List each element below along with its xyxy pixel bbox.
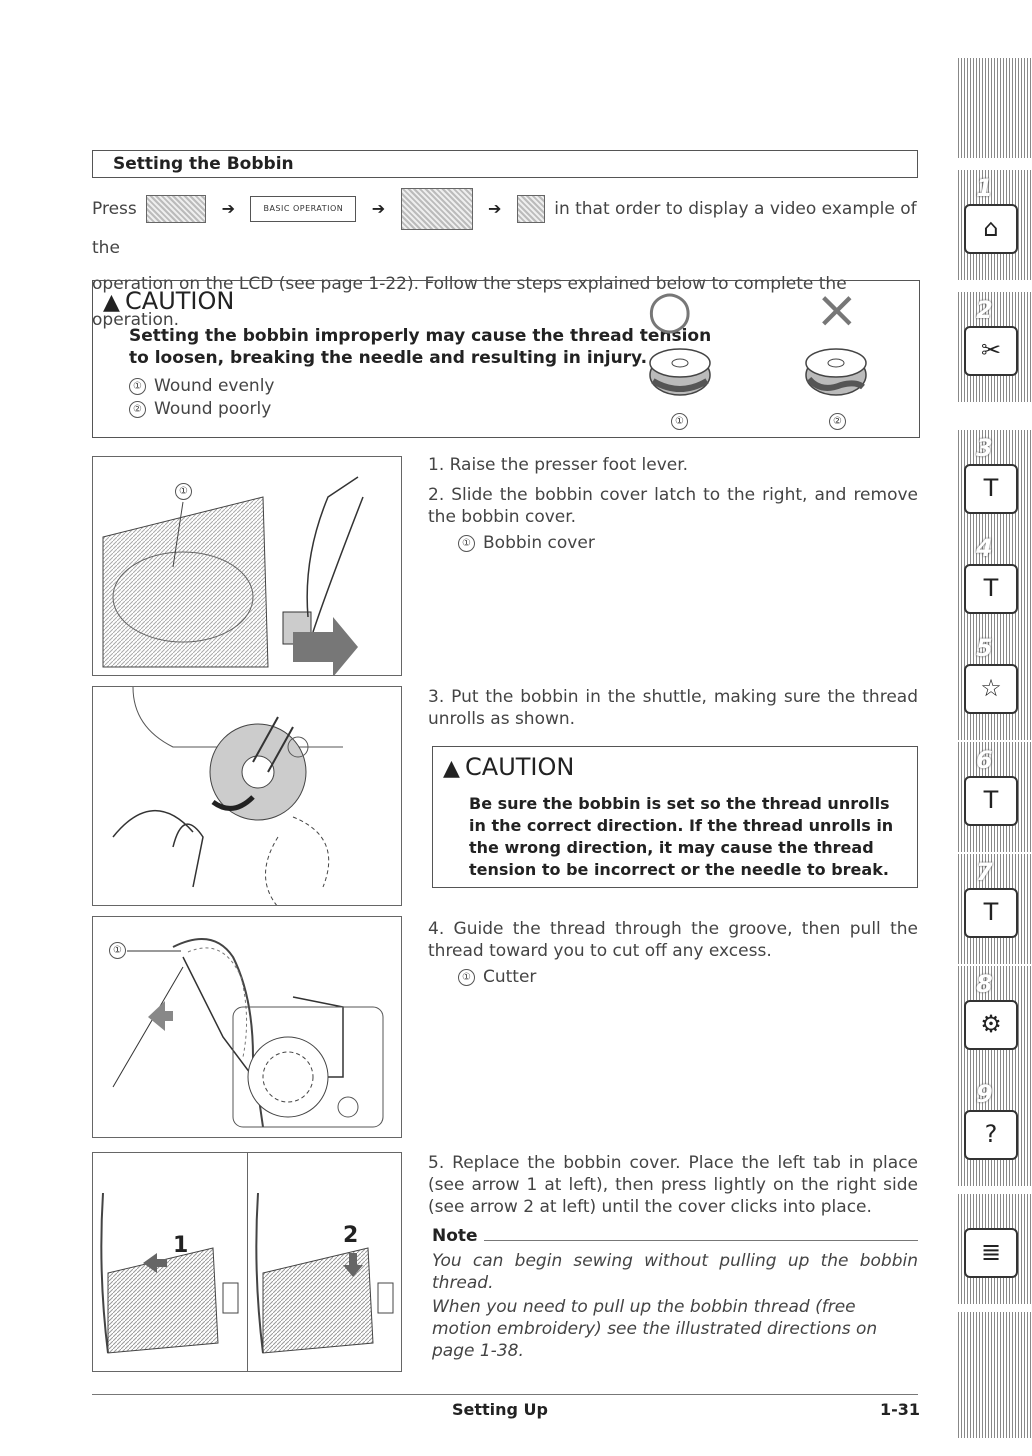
play-key-icon <box>517 195 545 223</box>
note-line-1: You can begin sewing without pulling up the bobbin thread. <box>432 1251 918 1293</box>
note-rule <box>484 1240 918 1241</box>
warning-triangle-icon: ▲ <box>443 756 460 781</box>
marker-1: ① <box>671 413 688 430</box>
side-tab-8[interactable]: 8 ⚙ <box>958 966 1032 1076</box>
thread-spool-icon: ✂ <box>964 326 1018 376</box>
caution-heading <box>103 287 234 315</box>
step-2: 2. Slide the bobbin cover latch to the right, and remove the bobbin cover. <box>428 485 918 527</box>
arrow-1-label: 1 <box>173 1233 189 1258</box>
caution-warning-2: Be sure the bobbin is set so the thread unrolls in the correct direction. If the thread unrolls in the wrong direction, it may cause the thread tension to be incorrect or the needle to break. <box>469 794 894 879</box>
shirt-embroidery-icon: T <box>964 564 1018 614</box>
figure-remove-bobbin-cover <box>92 456 402 676</box>
arrow-icon: ➔ <box>221 199 235 218</box>
thread-groove-illustration <box>93 917 402 1138</box>
note-line-2: When you need to pull up the bobbin thread (free motion embroidery) see the illustrated directions on page 1-38. <box>432 1297 878 1361</box>
figure-guide-thread <box>92 916 402 1138</box>
ok-circle-icon: ○ <box>647 280 693 340</box>
caution-box <box>92 280 920 438</box>
marker-1: ① <box>129 378 146 395</box>
note-heading: Note <box>432 1226 478 1246</box>
help-key-icon <box>146 195 206 223</box>
note-header <box>432 1226 918 1250</box>
caution-item-2: ② Wound poorly <box>129 398 271 420</box>
step-3: 3. Put the bobbin in the shuttle, making sure the thread unrolls as shown. <box>428 687 918 729</box>
marker-2: ② <box>829 413 846 430</box>
arrow-icon: ➔ <box>371 199 386 218</box>
marker-1: ① <box>458 535 475 552</box>
step-4: 4. Guide the thread through the groove, then pull the thread toward you to cut off any excess. <box>428 919 918 961</box>
shirt-monogram-icon: T <box>964 776 1018 826</box>
caution-box-2 <box>432 746 918 888</box>
side-tab-6[interactable]: 6 T <box>958 742 1032 852</box>
step-2-label: ① Bobbin cover <box>458 532 595 554</box>
marker-1: ① <box>109 942 126 959</box>
marker-1: ① <box>458 969 475 986</box>
intro-line2: operation on the LCD (see page 1-22). Follow the steps explained below to complete the operation. <box>92 274 847 330</box>
side-tab-7[interactable]: 7 T <box>958 854 1032 964</box>
intro-press: Press <box>92 199 137 219</box>
sewing-machine-icon: ⌂ <box>964 204 1018 254</box>
machine-care-icon: ⚙ <box>964 1000 1018 1050</box>
side-tab-contents <box>958 58 1032 158</box>
caution-warning: Setting the bobbin improperly may cause the thread tension to loosen, breaking the needle and resulting in injury. <box>129 326 712 368</box>
shuttle-bobbin-illustration <box>93 687 402 906</box>
pages-icon: ≣ <box>964 1228 1018 1278</box>
side-tab-2[interactable]: 2 ✂ <box>958 292 1032 402</box>
warning-triangle-icon: ▲ <box>103 290 120 315</box>
marker-1: ① <box>175 483 192 500</box>
side-tab-3[interactable]: 3 T <box>958 430 1032 540</box>
section-title: Setting the Bobbin <box>92 150 918 178</box>
shirt-icon: T <box>964 464 1018 514</box>
page-number: 1-31 <box>879 1400 920 1419</box>
shirt-edit-icon: T <box>964 888 1018 938</box>
step-1: 1. Raise the presser foot lever. <box>428 455 689 475</box>
step-4-label: ① Cutter <box>458 966 536 988</box>
caution-heading-2 <box>443 753 574 781</box>
step-5: 5. Replace the bobbin cover. Place the left tab in place (see arrow 1 at left), then press lightly on the right side (see arrow 2 at left) until the cover clicks into place. <box>428 1153 918 1217</box>
arrow-icon: ➔ <box>488 199 502 218</box>
bobbin-wound-evenly-icon <box>645 341 715 401</box>
caution-item-1: ① Wound evenly <box>129 375 275 397</box>
bobbin-cover-illustration <box>93 457 402 676</box>
troubleshoot-icon: ? <box>964 1110 1018 1160</box>
basic-operation-key: BASIC OPERATION <box>250 196 356 222</box>
side-tab-pages[interactable] <box>958 1194 1032 1304</box>
panel-divider <box>247 1153 248 1372</box>
bobbin-wound-poorly-icon <box>801 341 871 401</box>
footer-title: Setting Up <box>451 1400 548 1419</box>
caution-title: CAUTION <box>125 287 235 315</box>
side-tab-9[interactable]: 9 ? <box>958 1076 1032 1186</box>
footer-rule <box>92 1394 918 1395</box>
side-tab-4[interactable]: 4 T <box>958 530 1032 640</box>
figure-replace-cover <box>92 1152 402 1372</box>
embroidery-frame-icon: ☆ <box>964 664 1018 714</box>
marker-2: ② <box>129 401 146 418</box>
bobbin-video-key-icon <box>401 188 473 230</box>
side-tab-5[interactable]: 5 ☆ <box>958 630 1032 740</box>
side-tab-1[interactable]: 1 ⌂ <box>958 170 1032 280</box>
intro-line1-tail: in that order to display a video example of the <box>92 199 917 258</box>
figure-insert-bobbin <box>92 686 402 906</box>
side-tab-index[interactable] <box>958 1312 1032 1438</box>
ng-cross-icon: × <box>815 280 859 340</box>
arrow-2-label: 2 <box>343 1223 359 1248</box>
caution-title: CAUTION <box>465 753 575 781</box>
